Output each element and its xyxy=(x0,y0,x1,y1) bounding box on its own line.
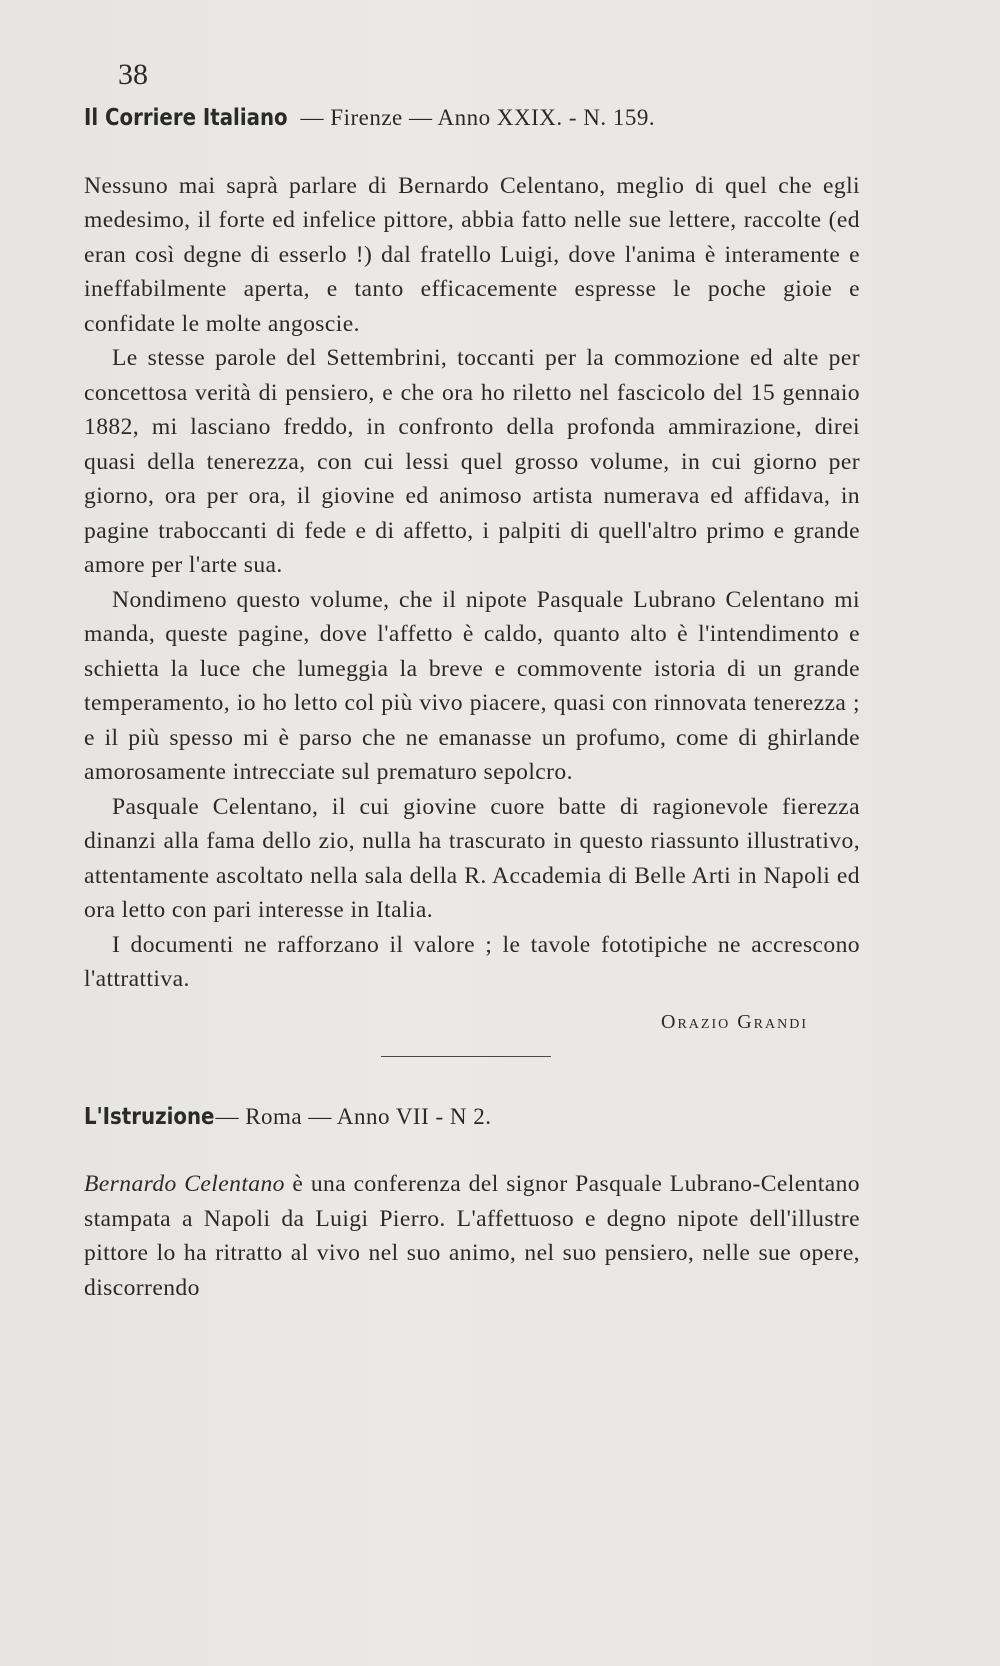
review-paragraph xyxy=(84,1167,860,1305)
section-divider xyxy=(381,1056,551,1057)
review-paragraph: Nessuno mai saprà parlare di Bernardo Celentano, meglio di quel che egli medesimo, il forte ed infelice pittore, abbia fatto nelle sue lettere, raccolte (ed eran così degne di esserlo !) dal fratello Luigi, dove l'anima è interamente e ineffabilmente aperta, e tanto efficacemente espresse le poche gioie e confidate le molte angoscie. xyxy=(84,172,860,337)
review-source-header xyxy=(84,104,860,133)
journal-meta: — Firenze — Anno XXIX. - N. 159. xyxy=(300,105,656,130)
page-content xyxy=(84,60,860,1305)
review-paragraph: I documenti ne rafforzano il valore ; le tavole fototipiche ne accrescono l'attrattiva. xyxy=(84,931,860,993)
journal-name: Il Corriere Italiano xyxy=(84,105,288,131)
work-title: Bernardo Celentano xyxy=(84,1171,285,1198)
author-signature: Orazio Grandi xyxy=(661,1010,808,1033)
page-number: 38 xyxy=(118,58,148,91)
review-source-header xyxy=(84,1103,860,1132)
journal-meta: — Roma — Anno VII - N 2. xyxy=(215,1103,492,1129)
review-paragraph: Nondimeno questo volume, che il nipote Pasquale Lubrano Celentano mi manda, queste pagine, dove l'affetto è caldo, quanto alto è l'intendimento e schietta la luce che lumeggia la breve e commovente istoria di un grande temperamento, io ho letto col più vivo piacere, quasi con rinnovata tenerezza ; e il più spesso mi è parso che ne emanasse un profumo, come di ghirlande amorosamente intrecciate sul prematuro sepolcro. xyxy=(84,586,860,786)
review-paragraph: Pasquale Celentano, il cui giovine cuore batte di ragionevole fierezza dinanzi alla fama dello zio, nulla ha trascurato in questo riassunto illustrativo, attentamente ascoltato nella sala della R. Accademia di Belle Arti in Napoli ed ora letto con pari interesse in Italia. xyxy=(84,793,860,924)
paragraph-text: è una conferenza del signor Pasquale Lubrano-Celentano stampata a Napoli da Luigi Pierro. L'affettuoso e degno nipote dell'illustre pittore lo ha ritratto al vivo nel suo animo, nel suo pensiero, nelle sue opere, discorrendo xyxy=(84,1171,860,1301)
journal-name: L'Istruzione xyxy=(84,1103,215,1130)
review-paragraph: Le stesse parole del Settembrini, toccanti per la commozione ed alte per concettosa verità di pensiero, e che ora ho riletto nel fascicolo del 15 gennaio 1882, mi lasciano freddo, in confronto della profonda ammirazione, direi quasi della tenerezza, con cui lessi quel grosso volume, in cui giorno per giorno, ora per ora, il giovine ed animoso artista numerava ed affidava, in pagine traboccanti di fede e di affetto, i palpiti di quell'altro primo e grande amore per l'arte sua. xyxy=(84,345,860,579)
